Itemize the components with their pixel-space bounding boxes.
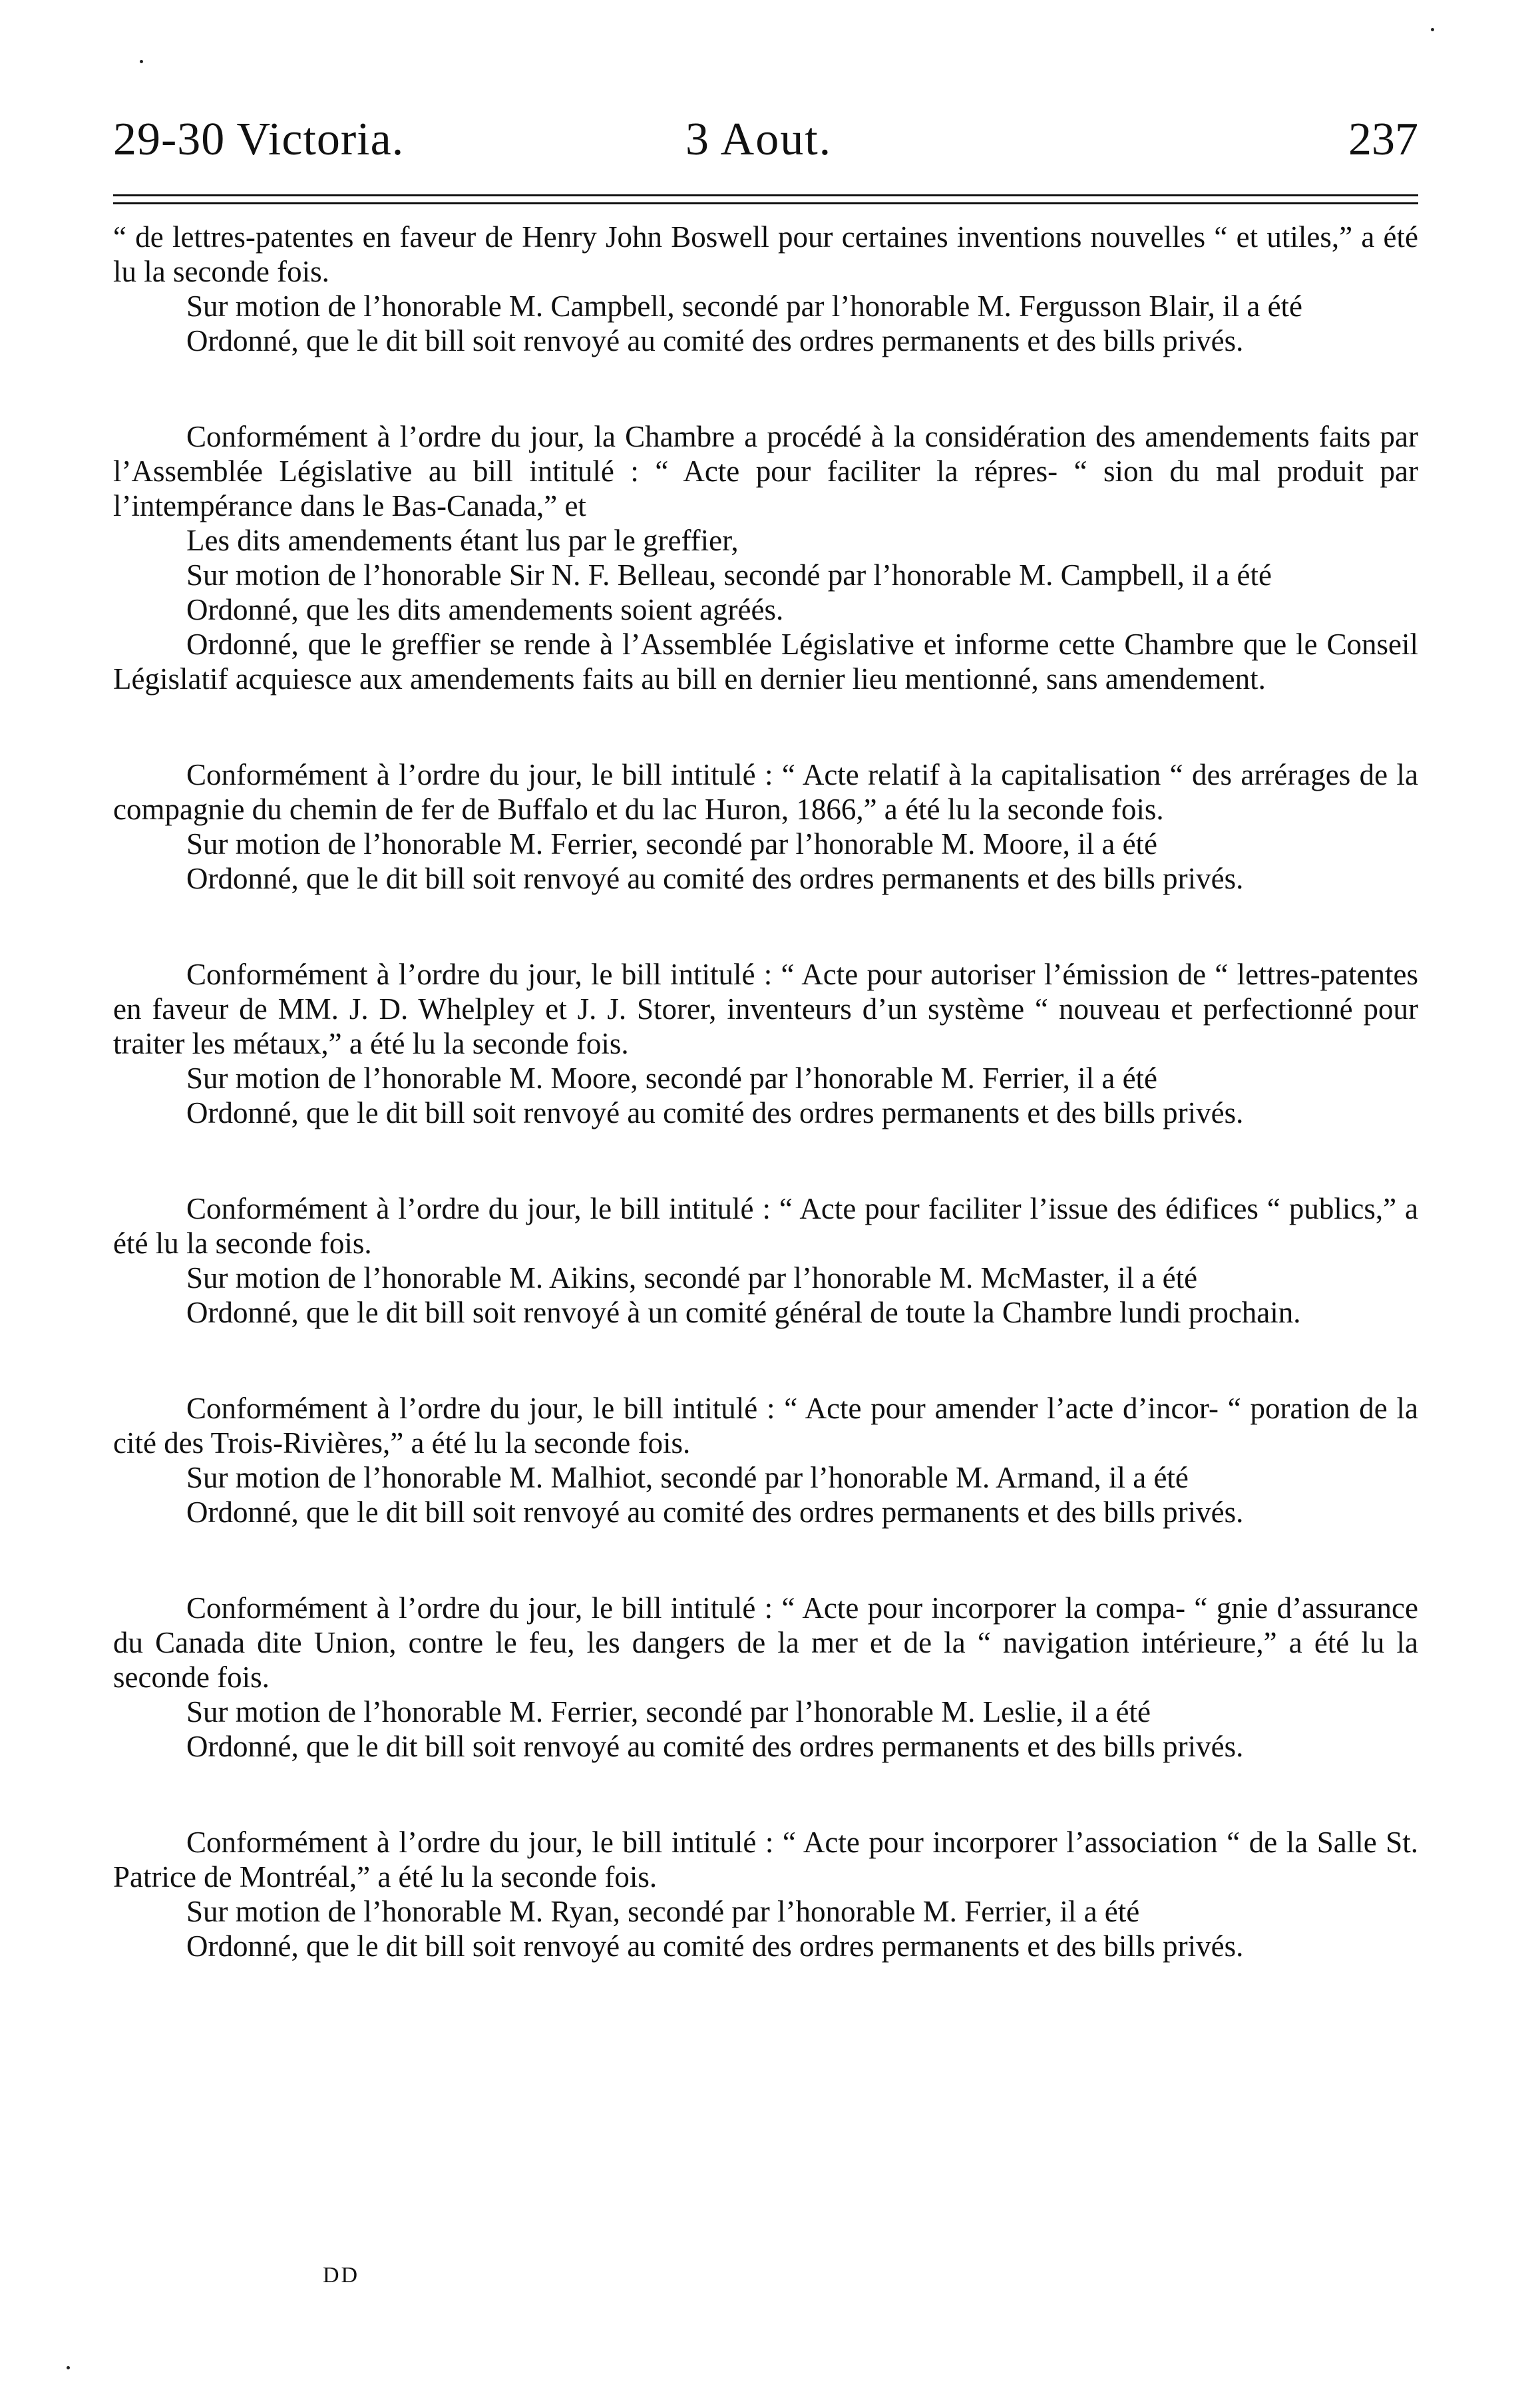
order-line: Ordonné, que le greffier se rende à l’Assemblée Législative et informe cette Chambre que le Conseil Législatif acquiesce aux amendements faits au bill en dernier lieu mentionné, sans amendement. [113, 628, 1418, 696]
entry-union-assurance [113, 1591, 1418, 1764]
entry-edifices-publics [113, 1191, 1418, 1330]
motion-line: Sur motion de l’honorable M. Ryan, secondé par l’honorable M. Ferrier, il a été [186, 1895, 1140, 1928]
entry-text: Conformément à l’ordre du jour, le bill intitulé : “ Acte pour incorporer la compa- “ gnie d’assurance du Canada dite Union, contre le feu, les dangers de la mer et de la “ navigation intérieure,” a été lu la seconde fois. [113, 1591, 1418, 1694]
order-line: Ordonné, que le dit bill soit renvoyé à un comité général de toute la Chambre lundi prochain. [186, 1296, 1301, 1329]
entry-bas-canada [113, 419, 1418, 696]
motion-line: Sur motion de l’honorable M. Moore, secondé par l’honorable M. Ferrier, il a été [186, 1062, 1158, 1095]
order-line: Ordonné, que le dit bill soit renvoyé au comité des ordres permanents et des bills privés. [186, 1096, 1244, 1129]
signature-mark: DD [323, 2263, 360, 2288]
motion-line: Sur motion de l’honorable M. Ferrier, secondé par l’honorable M. Moore, il a été [186, 827, 1158, 861]
entry-trois-rivieres [113, 1391, 1418, 1529]
motion-line: Sur motion de l’honorable M. Ferrier, secondé par l’honorable M. Leslie, il a été [186, 1695, 1151, 1728]
page-number: 237 [1348, 114, 1418, 165]
motion-line: Sur motion de l’honorable Sir N. F. Belleau, secondé par l’honorable M. Campbell, il a été [186, 558, 1272, 592]
entry-salle-st-patrice [113, 1825, 1418, 1963]
order-line: Ordonné, que le dit bill soit renvoyé au comité des ordres permanents et des bills privés. [186, 324, 1244, 357]
order-line: Ordonné, que le dit bill soit renvoyé au comité des ordres permanents et des bills privés. [186, 1496, 1244, 1529]
order-line: Ordonné, que le dit bill soit renvoyé au comité des ordres permanents et des bills privés. [186, 862, 1244, 895]
header-session: 29-30 Victoria. [113, 114, 405, 165]
order-line: Ordonné, que le dit bill soit renvoyé au comité des ordres permanents et des bills privés. [186, 1929, 1244, 1963]
motion-line: Sur motion de l’honorable M. Campbell, secondé par l’honorable M. Fergusson Blair, il a été [186, 290, 1303, 323]
header-rule-bottom [113, 202, 1418, 204]
order-line: Ordonné, que le dit bill soit renvoyé au comité des ordres permanents et des bills privés. [186, 1730, 1244, 1763]
order-line: Ordonné, que les dits amendements soient agréés. [186, 593, 784, 626]
entry-buffalo-huron [113, 757, 1418, 896]
motion-line: Sur motion de l’honorable M. Aikins, secondé par l’honorable M. McMaster, il a été [186, 1261, 1198, 1295]
entry-text: Conformément à l’ordre du jour, le bill intitulé : “ Acte pour amender l’acte d’incor- “ poration de la cité des Trois-Rivières,” a été lu la seconde fois. [113, 1392, 1418, 1460]
header-rule-top [113, 194, 1418, 196]
entry-text: Conformément à l’ordre du jour, le bill intitulé : “ Acte pour incorporer l’association “ de la Salle St. Patrice de Montréal,” a été lu la seconde fois. [113, 1826, 1418, 1894]
entry-text: Conformément à l’ordre du jour, la Chambre a procédé à la considération des amendements faits par l’Assemblée Législative au bill intitulé : “ Acte pour faciliter la répres- “ sion du mal produit par l’intempérance dans le Bas-Canada,” et [113, 420, 1418, 522]
running-header [113, 113, 1418, 193]
entry-text: Conformément à l’ordre du jour, le bill intitulé : “ Acte pour faciliter l’issue des édifices “ publics,” a été lu la seconde fois. [113, 1192, 1418, 1260]
print-speck [1431, 28, 1434, 31]
entry-boswell [113, 220, 1418, 358]
entry-whelpley-storer [113, 957, 1418, 1130]
entry-text: Conformément à l’ordre du jour, le bill intitulé : “ Acte pour autoriser l’émission de “ lettres-patentes en faveur de MM. J. D. Whelpley et J. J. Storer, inventeurs d’un système “ nouveau et perfectionné pour traiter les métaux,” a été lu la seconde fois. [113, 958, 1418, 1060]
header-date: 3 Aout. [685, 114, 833, 165]
entry-text: Conformément à l’ordre du jour, le bill intitulé : “ Acte relatif à la capitalisation “ des arrérages de la compagnie du chemin de fer de Buffalo et du lac Huron, 1866,” a été lu la seconde fois. [113, 758, 1418, 826]
motion-line: Sur motion de l’honorable M. Malhiot, secondé par l’honorable M. Armand, il a été [186, 1461, 1189, 1494]
print-speck [140, 60, 143, 63]
entry-text: “ de lettres-patentes en faveur de Henry John Boswell pour certaines inventions nouvelles “ et utiles,” a été lu la seconde fois. [113, 220, 1418, 288]
page-body [113, 220, 1418, 2025]
print-speck [67, 2366, 70, 2369]
entry-text: Les dits amendements étant lus par le greffier, [186, 524, 739, 557]
